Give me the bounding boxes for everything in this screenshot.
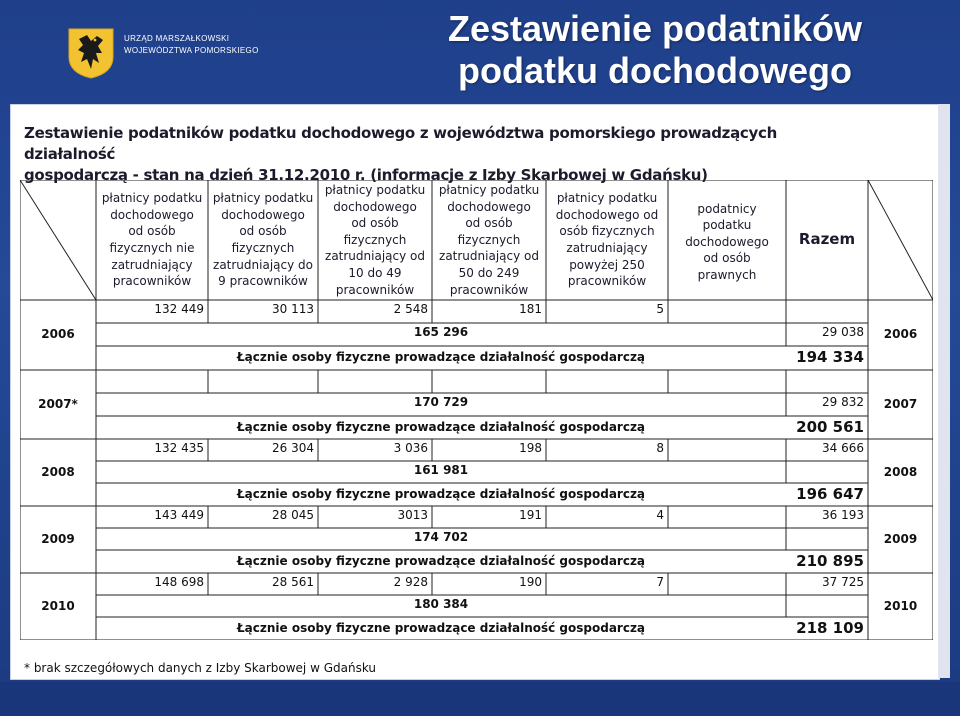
column-header-line: podatnicy <box>697 201 757 216</box>
year-label-right: 2010 <box>883 598 918 613</box>
column-header-line: zatrudniający od <box>439 249 539 264</box>
column-header-line: od osób <box>239 224 287 239</box>
column-header-line: podatku <box>702 218 752 233</box>
slide-title <box>395 8 915 92</box>
total-label: Łącznie osoby fizyczne prowadzące działalność gospodarczą <box>236 350 646 364</box>
year-label: 2006 <box>41 327 75 341</box>
subtotal-cell: 174 702 <box>413 530 469 544</box>
footnote: * brak szczegółowych danych z Izby Skarbowej w Gdańsku <box>24 661 377 675</box>
column-header-line: 10 do 49 <box>348 265 402 280</box>
year-label: 2008 <box>41 464 75 479</box>
value-cell: 28 045 <box>272 508 314 522</box>
column-header-line: płatnicy podatku <box>556 191 658 206</box>
column-header-line: fizycznych <box>457 232 521 247</box>
slide-title-line2: podatku dochodowego <box>458 50 852 91</box>
column-header-line: dochodowego od <box>555 207 659 222</box>
column-header-line: zatrudniający do <box>213 257 313 272</box>
column-header-line: prawnych <box>697 267 757 282</box>
value-cell: 30 113 <box>272 302 314 316</box>
column-header-line: 50 do 249 <box>458 265 520 280</box>
value-cell: 28 561 <box>272 575 314 589</box>
legal-entities-cell: 37 725 <box>822 575 864 589</box>
total-label: Łącznie osoby fizyczne prowadzące działalność gospodarczą <box>236 554 646 568</box>
column-header-line: pracowników <box>449 282 529 297</box>
subtotal-cell: 170 729 <box>413 395 469 409</box>
grid-line <box>868 180 933 300</box>
column-header-line: pracowników <box>335 282 415 297</box>
column-header-line: dochodowego <box>221 207 305 222</box>
column-header-line: zatrudniający od <box>325 249 425 264</box>
year-label: 2007* <box>38 396 78 411</box>
column-header <box>432 182 546 298</box>
year-label-right: 2007 <box>883 396 918 411</box>
column-header <box>96 190 208 290</box>
column-header-line: od osób <box>128 224 176 239</box>
column-header-line: od osób <box>351 216 399 231</box>
subtotal-cell: 165 296 <box>413 325 469 339</box>
razem-header: Razem <box>798 230 856 248</box>
column-header-line: płatnicy podatku <box>212 191 314 206</box>
value-cell: 4 <box>656 508 664 522</box>
value-cell: 148 698 <box>154 575 204 589</box>
value-cell: 3013 <box>397 508 428 522</box>
column-header-line: pracowników <box>567 274 647 289</box>
column-header <box>318 182 432 298</box>
caption-line1: Zestawienie podatników podatku dochodowego z województwa pomorskiego prowadzących działalność <box>24 124 777 163</box>
column-header-line: dochodowego <box>110 207 194 222</box>
total-label: Łącznie osoby fizyczne prowadzące działalność gospodarczą <box>236 621 646 635</box>
column-header-line: 9 pracowników <box>218 274 308 289</box>
razem-value: 194 334 <box>796 348 864 366</box>
column-header-line: fizycznych <box>343 232 407 247</box>
bottom-band <box>0 682 960 716</box>
value-cell: 191 <box>519 508 542 522</box>
logo-line2: WOJEWÓDZTWA POMORSKIEGO <box>124 46 259 55</box>
grid-line <box>20 180 96 300</box>
value-cell: 5 <box>656 302 664 316</box>
column-header-line: fizycznych nie <box>109 240 195 255</box>
value-cell: 2 928 <box>393 575 428 589</box>
value-cell: 190 <box>519 575 542 589</box>
subtotal-cell: 180 384 <box>413 597 469 611</box>
column-header <box>546 190 668 290</box>
legal-entities-cell: 29 832 <box>822 395 864 409</box>
column-header-line: płatnicy podatku <box>101 191 203 206</box>
caption-line2: gospodarczą - stan na dzień 31.12.2010 r. (informacje z Izby Skarbowej w Gdańsku) <box>24 166 708 184</box>
column-header-line: od osób <box>465 216 513 231</box>
value-cell: 2 548 <box>393 302 428 316</box>
value-cell: 3 036 <box>393 441 428 455</box>
column-header-line: fizycznych <box>231 240 295 255</box>
year-label: 2010 <box>41 598 75 613</box>
column-header-line: dochodowego <box>447 199 531 214</box>
column-header-line: pracowników <box>112 274 192 289</box>
logo-text <box>124 33 259 57</box>
legal-entities-cell: 34 666 <box>822 441 864 455</box>
subtotal-cell: 161 981 <box>413 463 469 477</box>
slide-title-line1: Zestawienie podatników <box>447 8 863 49</box>
value-cell: 7 <box>656 575 664 589</box>
value-cell: 132 435 <box>154 441 204 455</box>
column-header <box>668 201 786 284</box>
column-header-line: od osób <box>703 251 751 266</box>
year-label-right: 2008 <box>883 464 918 479</box>
column-header-line: zatrudniający <box>111 257 193 272</box>
total-label: Łącznie osoby fizyczne prowadzące działalność gospodarczą <box>236 420 646 434</box>
value-cell: 198 <box>519 441 542 455</box>
legal-entities-cell: 29 038 <box>822 325 864 339</box>
sheet-edge <box>938 104 950 678</box>
value-cell: 143 449 <box>154 508 204 522</box>
logo-line1: URZĄD MARSZAŁKOWSKI <box>124 34 230 43</box>
table-caption <box>24 123 864 186</box>
razem-value: 196 647 <box>796 485 864 503</box>
column-header <box>208 190 318 290</box>
column-header-line: osób fizycznych <box>559 224 655 239</box>
taxpayers-table <box>20 180 933 640</box>
razem-value: 210 895 <box>796 552 864 570</box>
column-header-line: dochodowego <box>685 234 769 249</box>
total-label: Łącznie osoby fizyczne prowadzące działalność gospodarczą <box>236 487 646 501</box>
column-header-line: powyżej 250 <box>569 257 645 272</box>
razem-value: 200 561 <box>796 418 864 436</box>
year-label: 2009 <box>41 531 75 546</box>
column-header-line: dochodowego <box>333 199 417 214</box>
value-cell: 181 <box>519 302 542 316</box>
value-cell: 132 449 <box>154 302 204 316</box>
legal-entities-cell: 36 193 <box>822 508 864 522</box>
year-label-right: 2006 <box>883 327 918 341</box>
column-header-line: zatrudniający <box>566 240 648 255</box>
column-header-line: płatnicy podatku <box>438 183 540 197</box>
razem-value: 218 109 <box>796 619 864 637</box>
column-header-line: płatnicy podatku <box>324 183 426 197</box>
value-cell: 26 304 <box>272 441 314 455</box>
griffin-coat-of-arms-icon <box>67 27 115 79</box>
year-label-right: 2009 <box>883 531 918 546</box>
slide-header <box>0 0 960 104</box>
value-cell: 8 <box>656 441 664 455</box>
